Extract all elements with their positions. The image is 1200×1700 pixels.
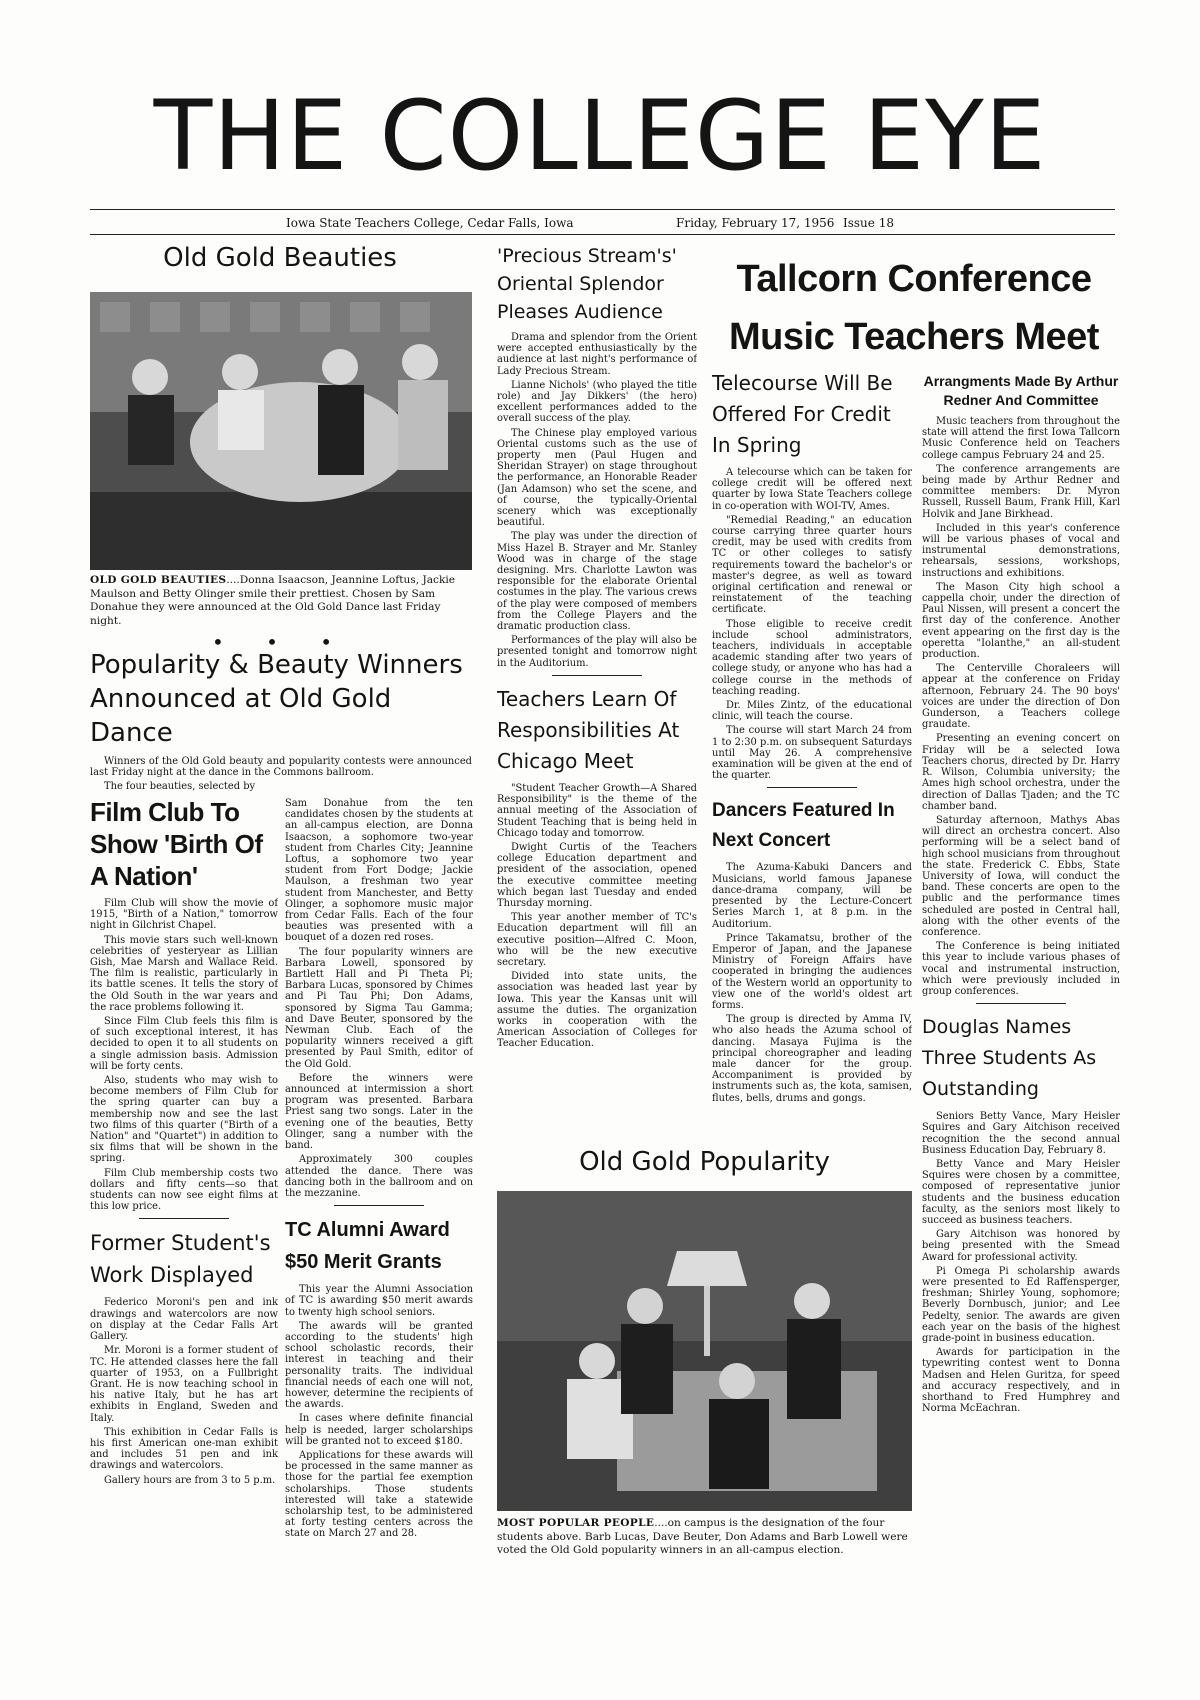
tallcorn-subhead: Arrangments Made By Arthur Redner And Committee [923,373,1119,408]
popularity-photo [497,1191,912,1511]
filmclub-divider [139,1218,229,1219]
tallcorn-paragraph: Saturday afternoon, Mathys Abas will direct an orchestra concert. Also performing will be a select band of high school musicians from throughout the state. Frederick C. Ebbs, State University of Iowa, will conduct the band. These concerts are open to the public and the performance times scheduled are posted in Central hall, along with the other events of the conference. [922,814,1120,938]
telecourse-body [712,467,912,781]
masthead-rule-bottom [90,234,1115,235]
dateline-date: Friday, February 17, 1956 [676,216,835,230]
teachers-learn-paragraph: Dwight Curtis of the Teachers college Education department and president of the association, opened the executive committee meeting which began last Tuesday and ended Thursday morning. [497,841,697,909]
popularity-continued-paragraph: Approximately 300 couples attended the dance. There was dancing both in the ballroom and on the mezzanine. [285,1154,473,1199]
precious-stream-headline: 'Precious Stream's' Oriental Splendor Pleases Audience [497,245,677,323]
tallcorn-paragraph: The Centerville Choraleers will appear at the conference on Friday afternoon, February 24. The 90 boys' voices are under the direction of Don Gunderson, a Teachers college graudate. [922,663,1120,731]
popularity-photo-header [497,1146,912,1180]
filmclub-headline: Film Club To Show 'Birth Of A Nation' [90,797,263,891]
precious-stream-divider [552,675,642,676]
douglas-paragraph: Gary Aitchison was honored by being presented with the Smead Award for professional activity. [922,1229,1120,1263]
masthead-rule-top [90,209,1115,210]
alumni-paragraph: The awards will be granted according to the students' high school scholastic records, their interest in teaching and their personality traits. The individual financial needs of each one will not, however, determine the recipients of the awards. [285,1320,473,1411]
popularity-continued-paragraph: Before the winners were announced at intermission a short program was presented. Barbara Priest sang two songs. Later in the evening one of the beauties, Betty Olinger, sang a number with the band. [285,1072,473,1152]
dancers-body [712,862,912,1103]
filmclub-paragraph: Film Club will show the movie of 1915, "Birth of a Nation," tomorrow night in Gilchrist Chapel. [90,898,278,932]
dateline-school: Iowa State Teachers College, Cedar Falls, Iowa [286,216,574,230]
former-student-body [90,1297,278,1485]
douglas-paragraph: Seniors Betty Vance, Mary Heisler Squires and Gary Aitchison received recognition the the second annual Business Education Day, February 8. [922,1111,1120,1156]
douglas-paragraph: Pi Omega Pi scholarship awards were presented to Ed Raffensperger, freshman; Shirley Young, sophomore; Beverly Dornbusch, junior; and Lee Pedelty, senior. The awards are given each year on the basis of the highest grade-point in business education. [922,1265,1120,1345]
tallcorn-paragraph: The conference arrangements are being made by Arthur Redner and committee members: Dr. Myron Russell, Russell Baum, Frank Hill, Karl Holvik and Jane Birkhead. [922,463,1120,520]
filmclub-paragraph: Also, students who may wish to become members of Film Club for the spring quarter can buy a membership now and see the last two films of this quarter ("Birth of a Nation" and "Quartet") in addition to six films that will be shown in the spring. [90,1075,278,1165]
popularity-photo-caption-text: ....on campus is the designation of the four students above. Barb Lucas, Dave Beuter, Don Adams and Barb Lowell were voted the Old Gold popularity winners in an all-campus election. [497,1517,908,1557]
beauties-caption-lead: OLD GOLD BEAUTIES [90,574,227,586]
beauties-section [90,242,470,276]
former-student-paragraph: Federico Moroni's pen and ink drawings and watercolors are now on display at the Cedar Falls Art Gallery. [90,1297,278,1343]
tallcorn-paragraph: The Conference is being initiated this year to include various phases of vocal and instrumental instruction, which were previously included in group conferences. [922,941,1120,997]
alumni-paragraph: In cases where definite financial help is needed, larger scholarships will be granted not to exceed $180. [285,1413,473,1447]
beauties-photo [90,292,472,570]
teachers-learn-headline: Teachers Learn Of Responsibilities At Chicago Meet [497,686,680,773]
popularity-paragraph-1: Winners of the Old Gold beauty and popularity contests were announced last Friday night at the dance in the Commons ballroom. [90,756,472,779]
telecourse-paragraph: "Remedial Reading," an education course carrying three quarter hours credit, may be used with credits from TC or other colleges to satisfy requirements toward the bachelor's or master's degree, as well as toward original certification and renewal or reinstatement of the teaching certificate. [712,514,912,616]
telecourse-paragraph: A telecourse which can be taken for college credit will be offered next quarter by Iowa State Teachers college in co-operation with WOI-TV, Ames. [712,467,912,512]
telecourse-article [712,368,912,1138]
filmclub-paragraph: This movie stars such well-known celebrities of yesteryear as Lillian Gish, Mae Marsh and Wallace Reid. The film is realistic, particularly in its battle scenes. It tells the story of the Old South in the war years and the race problems following it. [90,934,278,1013]
teachers-learn-paragraph: This year another member of TC's Education department will fill an executive position—Alfred C. Moon, who will be the new executive secretary. [497,912,697,968]
popularity-article-header [90,648,472,796]
popularity-photo-headline: Old Gold Popularity [579,1147,830,1177]
tallcorn-headline: Tallcorn Conference Music Teachers Meet [729,258,1099,358]
popularity-continued-column [285,798,473,1578]
dancers-paragraph: The Azuma-Kabuki Dancers and Musicians, world famous Japanese dance-drama company, will be presented by the Lecture-Concert Series March 1, at 8 p.m. in the Auditorium. [712,862,912,930]
beauties-caption [90,574,472,654]
douglas-paragraph: Awards for participation in the typewriting contest went to Donna Madsen and Helen Guritza, for speed and accuracy respectively, and in shorthand to Fred Humphrey and Norma McEachran. [922,1347,1120,1415]
tallcorn-article [922,372,1120,1612]
popularity-continued-paragraph: The four popularity winners are Barbara Lowell, sponsored by Bartlett Hall and Pi Theta Pi; Barbara Lucas, sponsored by Chimes and Pi Tau Phi; Don Adams, sponsored by Sigma Tau Gamma; and Dave Beuter, sponsored by the Newman Club. Each of the popularity winners received a gift presented by Paul Smith, editor of the Old Gold. [285,946,473,1070]
tallcorn-paragraph: Music teachers from throughout the state will attend the first Iowa Tallcorn Music Conference held on Teachers college campus February 24 and 25. [922,416,1120,461]
precious-stream-article [497,242,697,1137]
precious-stream-paragraph: Lianne Nichols' (who played the title role) and Jay Dikkers' (the hero) excellent performances added to the overall success of the play. [497,379,697,425]
dancers-paragraph: The group is directed by Amma IV, who also heads the Azuma school of dancing. Masaya Fujima is the principal choreographer and leading male dancer for the group. Accompaniment is provided by instruments such as, the kota, samisen, flutes, bells, drums and gongs. [712,1014,912,1104]
dateline-issue: Issue 18 [843,216,894,230]
tallcorn-headline-block [708,250,1120,366]
douglas-headline: Douglas Names Three Students As Outstanding [922,1016,1097,1101]
former-student-headline: Former Student's Work Displayed [90,1231,271,1288]
former-student-paragraph: Mr. Moroni is a former student of TC. He attended classes here the fall quarter of 1953, on a Fullbright Grant. He is now teaching school in his native Italy, but he has art exhibits in England, Sweden and Italy. [90,1345,278,1424]
tallcorn-body [922,416,1120,997]
separator-dots: • • • [211,630,351,655]
dancers-paragraph: Prince Takamatsu, brother of the Emperor of Japan, and the Japanese Ministry of Foreign Affairs have cooperated in bringing the audiences of the Western world an opportunity to view one of the world's oldest art forms. [712,932,912,1011]
former-student-paragraph: This exhibition in Cedar Falls is his first American one-man exhibit and includes 51 pen and ink drawings and watercolors. [90,1426,278,1472]
tallcorn-paragraph: Presenting an evening concert on Friday will be a selected Iowa Teachers chorus, directed by Dr. Harry R. Wilson, Columbia university; the Ames high school orchestra, under the direction of Dallas Tjaden; and the TC chamber band. [922,733,1120,812]
popularity-photo-caption [497,1517,912,1558]
telecourse-divider [767,787,857,788]
popularity-lead [90,756,472,793]
masthead-title: THE COLLEGE EYE [153,80,1047,192]
filmclub-article [90,796,278,1606]
filmclub-body [90,898,278,1212]
alumni-paragraph: Applications for these awards will be processed in the same manner as those for the partial fee exemption scholarships. Those students interested will take a statewide scholarship test, to be administered at forty testing centers across the state on March 27 and 28. [285,1449,473,1540]
popularity-paragraph-2-start: The four beauties, selected by [104,781,256,793]
popularity-continued-body [285,798,473,1199]
former-student-paragraph: Gallery hours are from 3 to 5 p.m. [104,1474,276,1486]
filmclub-paragraph: Since Film Club feels this film is of such exceptional interest, it has decided to open it to all students on a single admission basis. Admission will be forty cents. [90,1016,278,1072]
douglas-body [922,1111,1120,1414]
popularity-continued-paragraph: Sam Donahue from the ten candidates chosen by the students at an all-campus election, are Donna Isaacson, a sophomore two-year student from Charles City; Jeannine Loftus, a sophomore two year student from Fort Dodge; Jackie Maulson, a freshman two year student from Manchester, and Betty Olinger, a sophomore music major from Cedar Falls. Each of the four beauties was presented with a bouquet of a dozen red roses. [285,798,473,944]
telecourse-paragraph: Dr. Miles Zintz, of the educational clinic, will teach the course. [712,700,912,723]
tallcorn-paragraph: The Mason City high school a cappella choir, under the direction of Paul Nissen, will present a concert the first day of the conference. Another event appearing on the first day is the operetta "Iolanthe," an all-student production. [922,581,1120,661]
popularity-photo-image [497,1191,912,1511]
popularity-headline: Popularity & Beauty Winners Announced at Old Gold Dance [90,650,463,748]
teachers-learn-paragraph: "Student Teacher Growth—A Shared Responsibility" is the theme of the annual meeting of the Association of Student Teaching that is being held in Chicago today and tomorrow. [497,782,697,839]
telecourse-headline: Telecourse Will Be Offered For Credit In Spring [712,371,893,457]
precious-stream-paragraph: Drama and splendor from the Orient were accepted enthusiastically by the audience at last night's performance of Lady Precious Stream. [497,332,697,377]
precious-stream-body [497,332,697,669]
alumni-paragraph: This year the Alumni Association of TC is awarding $50 merit awards to twenty high school seniors. [285,1284,473,1318]
beauties-caption-text: ....Donna Isaacson, Jeannine Loftus, Jackie Maulson and Betty Olinger smile their prettiest. Chosen by Sam Donahue they were announced at the Old Gold Dance last Friday night. [90,574,456,627]
alumni-headline: TC Alumni Award $50 Merit Grants [285,1219,450,1274]
douglas-paragraph: Betty Vance and Mary Heisler Squires were chosen by a committee, composed of representative junior students and the business education faculty, as the seniors most likely to succeed as business teachers. [922,1158,1120,1226]
teachers-learn-paragraph: Divided into state units, the association was headed last year by Iowa. This year the Kansas unit will assume the duties. The organization works in cooperation with the American Association of Colleges for Teacher Education. [497,971,697,1050]
beauties-photo-image [90,292,472,570]
precious-stream-paragraph: Performances of the play will also be presented tonight and tomorrow night in the Auditorium. [497,635,697,669]
precious-stream-paragraph: The Chinese play employed various Oriental customs such as the use of property men (Paul Hugen and Sheridan Strayer) on stage throughout the performance, an Honorable Reader (Jan Adamson) who set the scene, and of course, the typically-Oriental scenery which was exceptionally beautiful. [497,427,697,529]
popularity-divider [334,1205,424,1206]
tallcorn-paragraph: Included in this year's conference will be various phases of vocal and instrumental demonstrations, rehearsals, sessions, workshops, instructions and exhibitions. [922,522,1120,579]
tallcorn-divider [976,1003,1066,1004]
telecourse-paragraph: Those eligible to receive credit include school administrators, teachers, individuals in acceptable academic standing after two years of college study, or anyone who has had a college course in the methods of teaching reading. [712,618,912,697]
telecourse-paragraph: The course will start March 24 from 1 to 2:30 p.m. on subsequent Saturdays until May 26. A comprehensive examination will be given at the end of the quarter. [712,725,912,782]
beauties-headline: Old Gold Beauties [163,243,397,273]
dancers-headline: Dancers Featured In Next Concert [712,800,895,852]
precious-stream-paragraph: The play was under the direction of Miss Hazel B. Strayer and Mr. Stanley Wood was in charge of the stage designing. Mrs. Charlotte Lawton was responsible for the elaborate Oriental costumes in the play. The various crews of the play were composed of members from the College Players and the dramatic production class. [497,531,697,633]
alumni-body [285,1284,473,1539]
teachers-learn-body [497,783,697,1050]
filmclub-paragraph: Film Club membership costs two dollars and fifty cents—so that students can now see eight films at this low price. [90,1167,278,1213]
popularity-photo-caption-lead: MOST POPULAR PEOPLE [497,1517,655,1529]
